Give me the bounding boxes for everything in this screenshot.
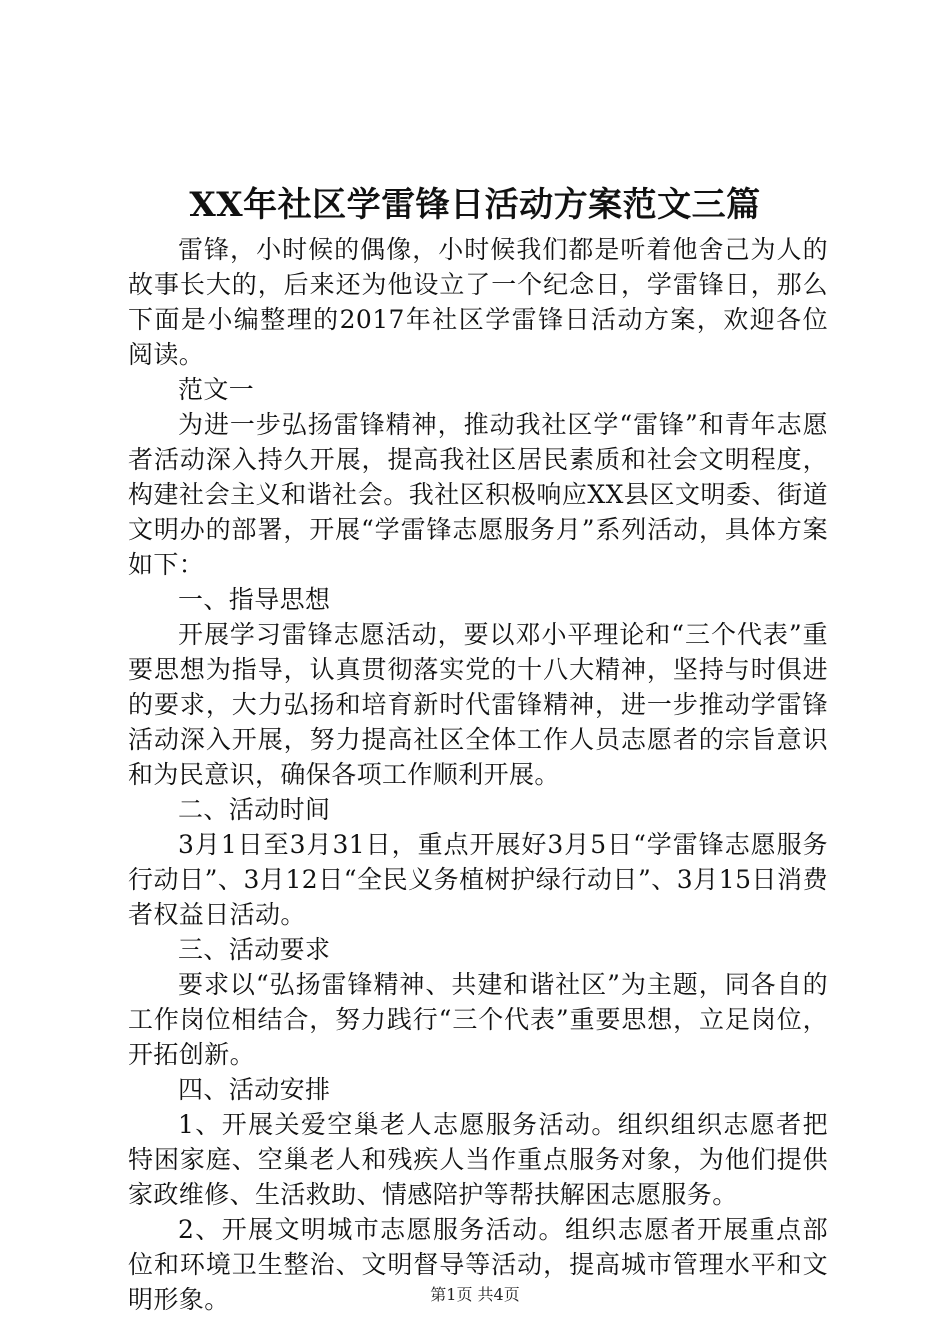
list-item: 2、开展文明城市志愿服务活动。组织志愿者开展重点部位和环境卫生整治、文明督导等活动，提高城市管理水平和文明形象。 [128, 1215, 828, 1314]
body-paragraph: 3月1日至3月31日，重点开展好3月5日“学雷锋志愿服务行动日”、3月12日“全民义务植树护绿行动日”、3月15日消费者权益日活动。 [128, 830, 828, 929]
body-paragraph: 开展学习雷锋志愿活动，要以邓小平理论和“三个代表”重要思想为指导，认真贯彻落实党的十八大精神，坚持与时俱进的要求，大力弘扬和培育新时代雷锋精神，进一步推动学雷锋活动深入开展，努力提高社区全体工作人员志愿者的宗旨意识和为民意识，确保各项工作顺利开展。 [128, 620, 828, 789]
page-footer: 第1页 共4页 [430, 1285, 520, 1304]
body-paragraph: 为进一步弘扬雷锋精神，推动我社区学“雷锋”和青年志愿者活动深入持久开展，提高我社区居民素质和社会文明程度，构建社会主义和谐社会。我社区积极响应XX县区文明委、街道文明办的部署，开展“学雷锋志愿服务月”系列活动，具体方案如下： [128, 410, 828, 579]
list-item: 1、开展关爱空巢老人志愿服务活动。组织组织志愿者把特困家庭、空巢老人和残疾人当作重点服务对象，为他们提供家政维修、生活救助、情感陪护等帮扶解困志愿服务。 [128, 1110, 828, 1209]
section-label-sample-one: 范文一 [178, 375, 255, 404]
document-title: XX年社区学雷锋日活动方案范文三篇 [189, 185, 761, 225]
section-heading-activity-time: 二、活动时间 [178, 795, 331, 824]
section-heading-guiding-ideology: 一、指导思想 [178, 585, 331, 614]
body-paragraph: 要求以“弘扬雷锋精神、共建和谐社区”为主题，同各自的工作岗位相结合，努力践行“三个代表”重要思想，立足岗位，开拓创新。 [128, 970, 828, 1069]
intro-paragraph: 雷锋，小时候的偶像，小时候我们都是听着他舍己为人的故事长大的，后来还为他设立了一个纪念日，学雷锋日，那么下面是小编整理的2017年社区学雷锋日活动方案，欢迎各位阅读。 [128, 235, 828, 369]
section-heading-activity-arrangement: 四、活动安排 [178, 1075, 331, 1104]
section-heading-activity-requirements: 三、活动要求 [178, 935, 331, 964]
document-body [128, 232, 828, 1317]
